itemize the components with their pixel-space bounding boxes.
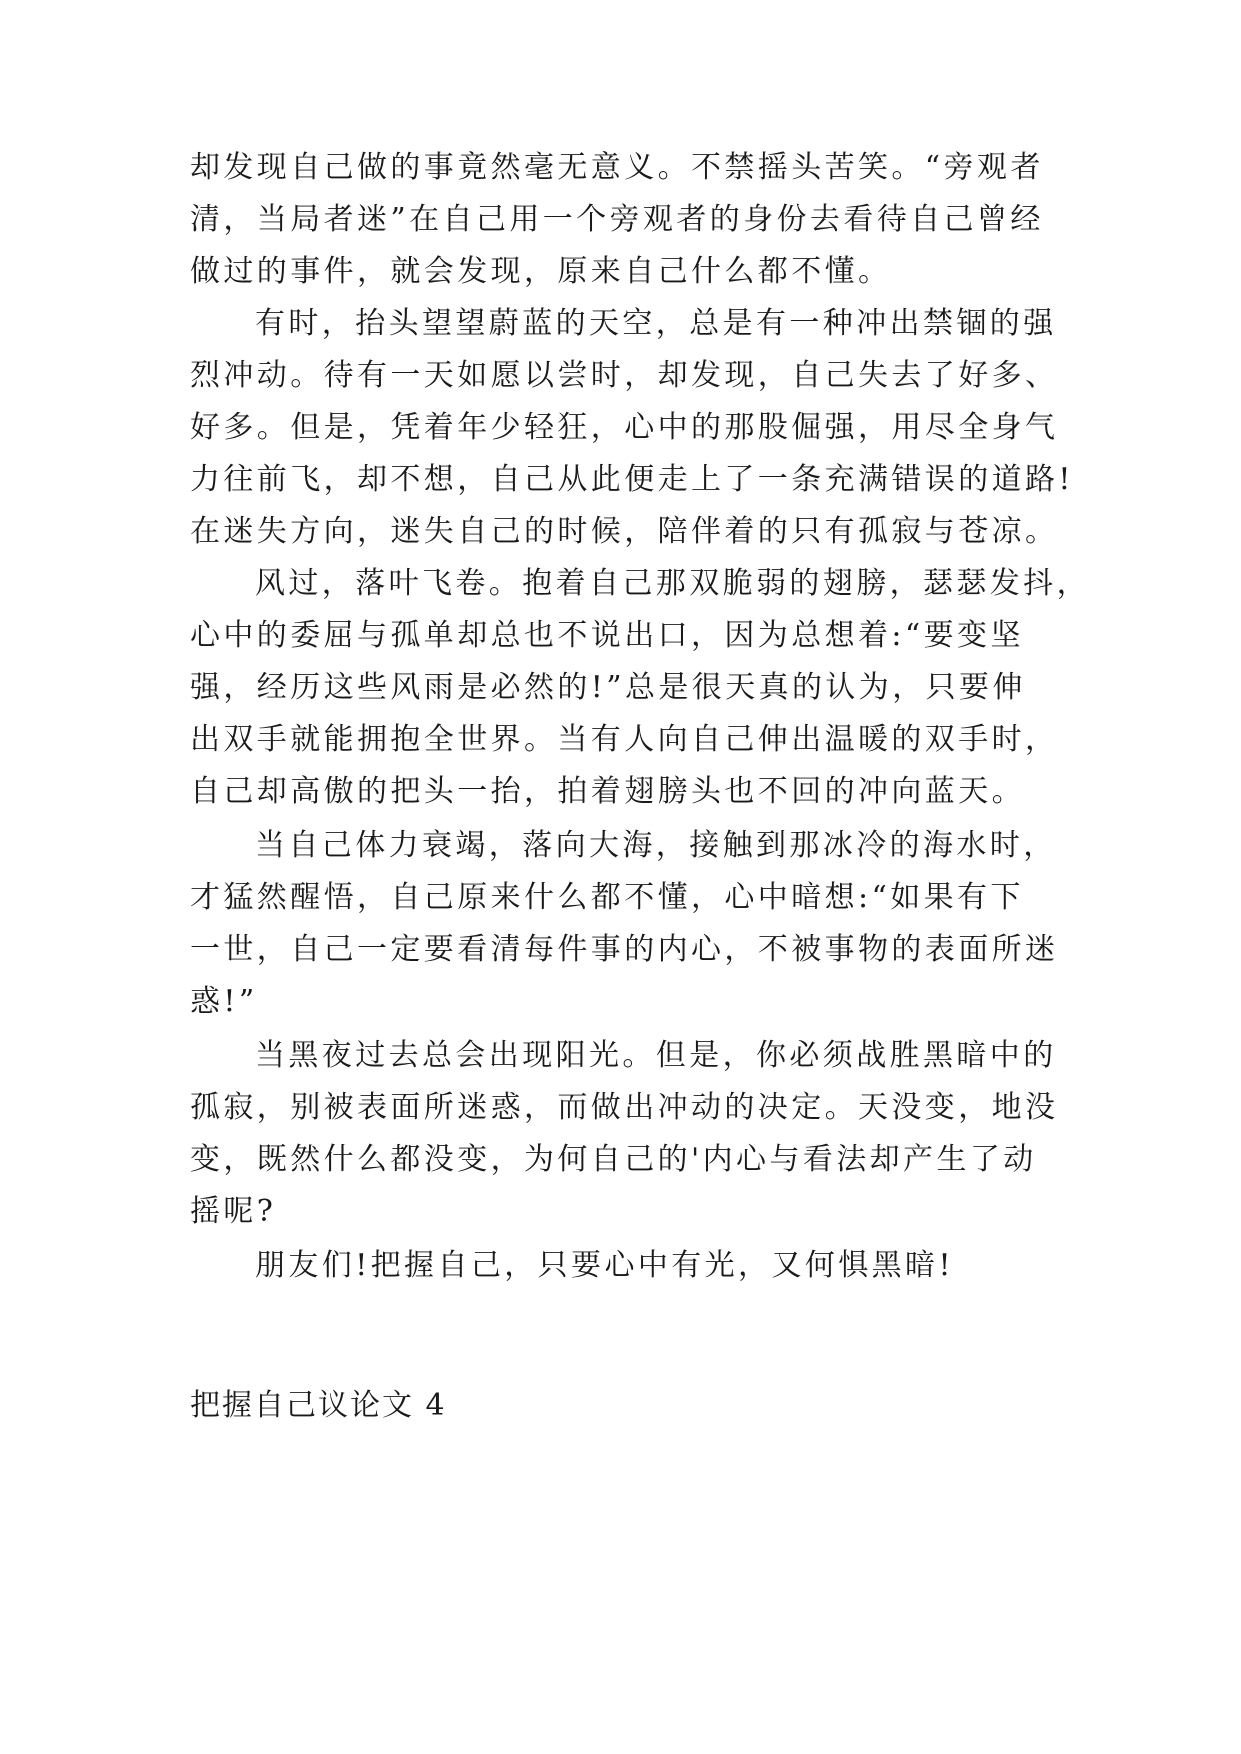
paragraph-5-line-3: 变，既然什么都没变，为何自己的'内心与看法却产生了动 xyxy=(190,1142,1037,1177)
paragraph-2-line-4: 力往前飞，却不想，自己从此便走上了一条充满错误的道路! xyxy=(190,462,1074,497)
paragraph-5-line-4: 摇呢? xyxy=(190,1194,277,1229)
paragraph-4-line-1: 当自己体力衰竭，落向大海，接触到那冰冷的海水时， xyxy=(255,828,1057,863)
paragraph-4-line-2: 才猛然醒悟，自己原来什么都不懂，心中暗想:“如果有下 xyxy=(190,880,1024,915)
paragraph-5-line-1: 当黑夜过去总会出现阳光。但是，你必须战胜黑暗中的 xyxy=(255,1038,1057,1073)
paragraph-1-line-1: 却发现自己做的事竟然毫无意义。不禁摇头苦笑。“旁观者 xyxy=(190,150,1044,185)
paragraph-4-line-3: 一世，自己一定要看清每件事的内心，不被事物的表面所迷 xyxy=(190,932,1059,967)
paragraph-4-line-4: 惑!” xyxy=(190,984,258,1019)
paragraph-3-line-3: 强，经历这些风雨是必然的!”总是很天真的认为，只要伸 xyxy=(190,670,1026,705)
paragraph-2-line-2: 烈冲动。待有一天如愿以尝时，却发现，自己失去了好多、 xyxy=(190,358,1059,393)
paragraph-1-line-2: 清，当局者迷”在自己用一个旁观者的身份去看待自己曾经 xyxy=(190,202,1044,237)
paragraph-2-line-5: 在迷失方向，迷失自己的时候，陪伴着的只有孤寂与苍凉。 xyxy=(190,514,1059,549)
paragraph-3-line-2: 心中的委屈与孤单却总也不说出口，因为总想着:“要变坚 xyxy=(190,618,1024,653)
paragraph-6-line-1: 朋友们!把握自己，只要心中有光，又何惧黑暗! xyxy=(255,1248,954,1283)
paragraph-2-line-3: 好多。但是，凭着年少轻狂，心中的那股倔强，用尽全身气 xyxy=(190,410,1059,445)
section-heading: 把握自己议论文 4 xyxy=(190,1388,447,1423)
paragraph-5-line-2: 孤寂，别被表面所迷惑，而做出冲动的决定。天没变，地没 xyxy=(190,1090,1059,1125)
paragraph-3-line-4: 出双手就能拥抱全世界。当有人向自己伸出温暖的双手时， xyxy=(190,722,1059,757)
paragraph-1-line-3: 做过的事件，就会发现，原来自己什么都不懂。 xyxy=(190,254,892,289)
paragraph-3-line-5: 自己却高傲的把头一抬，拍着翅膀头也不回的冲向蓝天。 xyxy=(190,774,1025,809)
paragraph-3-line-1: 风过，落叶飞卷。抱着自己那双脆弱的翅膀，瑟瑟发抖， xyxy=(255,566,1090,601)
paragraph-2-line-1: 有时，抬头望望蔚蓝的天空，总是有一种冲出禁锢的强 xyxy=(255,306,1057,341)
